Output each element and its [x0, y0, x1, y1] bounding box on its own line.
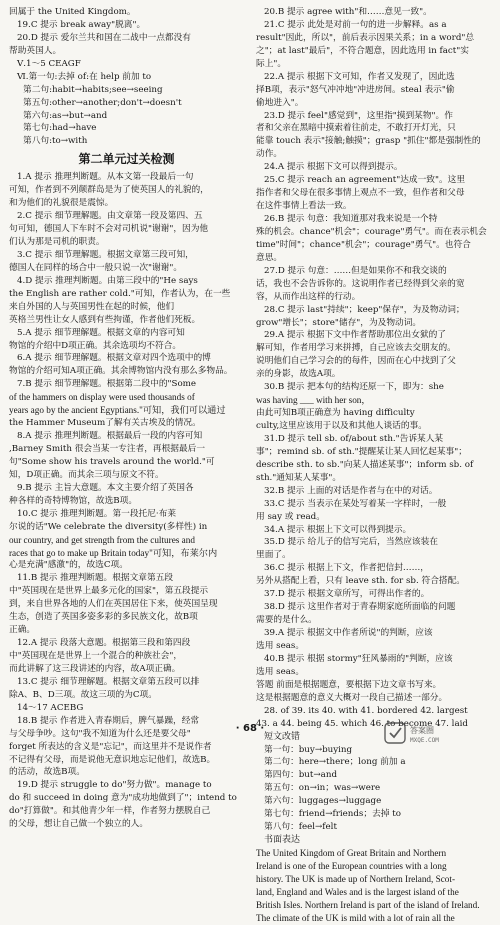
text-line: 第四句：but→and — [264, 770, 338, 781]
text-line: years ago by the ancient Egyptians."可知，我们可以通过 — [9, 405, 226, 416]
text-line: the Hammer Museum了解有关古埃及的情况。 — [9, 418, 201, 429]
text-line: 第八句：feel→felt — [264, 822, 337, 833]
text-line: 来自外国的人与英国男性在起的时候，他们 — [9, 301, 175, 312]
text-line: 13.C 提示 细节理解题。根据文章第五段可以排 — [17, 676, 200, 687]
text-line: 亲的身影，故选A项。 — [256, 369, 341, 380]
text-line: 第六句：luggages→luggage — [264, 796, 382, 807]
text-line: 18.B 提示 作者进入青春期后，脾气暴躁，经常 — [17, 715, 200, 726]
text-line: 不记得有父母，而是说他无意识地忘记他们，故选B。 — [9, 754, 216, 765]
text-line: 物馆的介绍可知A项正确。其余博物馆内没有那么多物品。 — [9, 366, 233, 377]
text-line: 第七句：friend→friends；去掉 to — [264, 809, 401, 820]
text-line: 29.A 提示 根据下文中作者帮助那位出女狱的了 — [264, 330, 446, 341]
text-line: culty,这里应该用于以及和其他人谈话的事。 — [256, 421, 427, 431]
watermark-logo-icon — [384, 720, 494, 746]
text-line: 26.B 提示 句意：我知道那对我来说是一个特 — [264, 214, 438, 224]
text-line: 27.D 提示 句意：……但是如果你不和我交谈的 — [264, 265, 447, 276]
text-line: 21.C 提示 此处是对前一句的进一步解释。as a — [264, 19, 447, 30]
text-line: 事"；remind sb. of sth."提醒某让某人回忆起某事"； — [256, 446, 467, 457]
text-line: 另外从搭配上看，只有 leave sth. for sb. 符合搭配。 — [256, 576, 465, 587]
text-line: 19.D 提示 struggle to do"努力做"。manage to — [17, 780, 212, 791]
text-line: time"时间"；chance"机会"；courage"勇气"。也符合 — [256, 239, 471, 250]
text-line: 34.A 提示 根据上下文可以得到提示。 — [264, 524, 412, 535]
text-line: 6.A 提示 细节理解题。根据文章对四个选项中的博 — [17, 353, 211, 364]
text-line: 话，我也不会告诉你的。这说明作者已经得到父亲的宽 — [256, 278, 465, 289]
text-line: grow"增长"；store"储存"，为及物动词。 — [256, 317, 422, 328]
text-line: 者和父亲在黑暗中摸索着往前走，不敢打开灯光，只 — [256, 123, 456, 134]
text-line: 中"英国现在是世界上一个混合的种族社会"， — [9, 651, 183, 661]
text-line: 20.B 提示 agree with"和……意见一致"。 — [264, 7, 432, 17]
text-line: 际上"。 — [256, 58, 287, 69]
text-line: 们认为那是司机的职责。 — [9, 237, 105, 247]
text-line: Ⅴ.1～5 CEAGF — [17, 58, 81, 69]
text-line: 33.C 提示 当表示在某处写着某一字样时，一般 — [264, 498, 447, 509]
text-line: 1.A 提示 推理判断题。从本文第一段最后一句 — [17, 172, 194, 183]
text-line: 可知，作者到不列颠群岛是为了使英国人的礼貌的， — [9, 185, 209, 196]
text-line: 38.D 提示 这里作者对于青春期家庭所面临的问题 — [264, 602, 456, 613]
text-line: ,Barney Smith 很会当某一专注者，再根据最后一 — [9, 444, 206, 454]
text-line: 解可知，作者用学习来拼搏，自己应该去交朋友的。 — [256, 343, 456, 354]
text-line: 这是根据题意的意义大概对一段自己描述一部分。 — [256, 692, 448, 703]
text-line: of the hammers on display were used thousands of — [9, 392, 195, 403]
text-line: 22.A 提示 根据下文可知，作者又发现了，因此选 — [264, 71, 455, 82]
text-line: races that go to make up Britain today"可知，布莱尔内 — [9, 547, 218, 558]
text-line: 句"Some show his travels around the world."可 — [9, 456, 215, 467]
text-line: 的活动，故选B项。 — [9, 767, 85, 778]
text-line: 9.B 提示 主旨大意题。本文主要介绍了英国各 — [17, 482, 194, 493]
text-line: sth."通知某人某事"。 — [256, 472, 342, 483]
text-line: 中"英国现在是世界上最多元化的国家"，第五段提示 — [9, 586, 209, 597]
text-line: 心是充满"感激"的，故选C项。 — [9, 560, 128, 571]
text-line: 德国人在同样的场合中一般只说一次"谢谢"。 — [9, 262, 183, 273]
text-line: the English are rather cold."可知，作者认为，在一些 — [9, 288, 231, 299]
page-number: · 68 · — [235, 723, 265, 734]
text-line: 句可知，德国人下车时不会对司机说"谢谢"，因为他 — [9, 224, 209, 235]
text-line: 择B项，表示"怒气冲冲地"冲进房间。steal 表示"偷 — [256, 84, 455, 95]
text-line: 28.C 提示 last"持续"；keep"保存"，为及物动词； — [264, 304, 465, 315]
text-line: 由此可知B项正确意为 having difficulty — [256, 408, 415, 419]
text-line: land, England and Wales and is the largest island of the — [256, 886, 459, 897]
text-line: 和为他们的礼貌很是震惊。 — [9, 198, 114, 209]
watermark-text: 答案圈 — [410, 726, 434, 735]
text-line: 生态，创造了英国多姿多彩的多民族文化，故B项 — [9, 612, 198, 623]
text-line: Ireland is one of the European countries with a long — [256, 861, 447, 871]
text-line: do 和 succeed in doing 意为"成功地做到了"；intend to — [9, 793, 237, 804]
text-line: 36.C 提示 根据上下文，作者把信封……， — [264, 563, 429, 574]
text-line: history. The UK is made up of Northern Ireland, Scot- — [256, 873, 456, 884]
text-line: 30.B 提示 把本句的结构还原一下，即为：she — [264, 382, 444, 393]
text-line: 第八句:to→with — [23, 136, 88, 147]
text-line: 意思。 — [256, 252, 283, 263]
text-line: 与父母争吵。这句"我不知道为什么还是要父母" — [9, 728, 191, 739]
text-line: do"打算做"。和其他青少年一样，作者努力摆脱自己 — [9, 806, 211, 817]
text-line: 需要的是什么。 — [256, 615, 317, 626]
text-line: 第七句:had→have — [23, 123, 97, 134]
text-line: 14～17 ACEBG — [17, 702, 84, 713]
text-line: 25.C 提示 reach an agreement"达成一致"。这里 — [264, 175, 466, 186]
text-line: forget 所表达的含义是"忘记"，而这里并不是说作者 — [9, 741, 212, 752]
text-line: 指作者和父母在很多事情上观点不一致，但作者和父母 — [256, 188, 465, 199]
text-line: 说明他们自己学习会的的每件，因而在心中找到了父 — [256, 356, 456, 367]
section-title: 第二单元过关检测 — [78, 152, 175, 167]
text-line: 容，从而作出这样的行动。 — [256, 291, 361, 302]
text-line: 除A、B、D三项。故这三项的为C项。 — [9, 689, 157, 700]
right-column — [256, 6, 492, 925]
text-line: 第五句:other→another;don't→doesn't — [23, 97, 182, 108]
text-line: 回属于 the United Kingdom。 — [9, 7, 136, 17]
text-line: British Isles. Northern Ireland is part of the island of Ireland. — [256, 899, 480, 910]
text-line: The climate of the UK is mild with a lot of rain all the — [256, 912, 455, 923]
text-line: 第六句:as→but→and — [23, 110, 108, 121]
section-heading: 短文改错 — [264, 731, 301, 742]
text-line: 43. a 44. being 45. which 46. to become 47. laid — [256, 718, 468, 729]
text-line: 5.A 提示 细节理解题。根据文章的内容可知 — [17, 327, 185, 338]
text-line: result"因此，所以"，前后表示因果关系；in a word"总 — [256, 32, 475, 43]
text-line: 而此讲解了这三段讲述的内容，故A项正确。 — [9, 663, 181, 674]
text-line: 之"；at last"最后"，不符合题意，因此选用 in fact"实 — [256, 45, 469, 56]
text-line: 答题 前面是根据题意，要根据下边文章书写来。 — [256, 679, 442, 690]
text-line: 动作。 — [256, 149, 283, 160]
text-line: 在这件事情上看法一致。 — [256, 201, 352, 212]
text-line: 12.A 提示 段落大意题。根据第三段和第四段 — [17, 638, 191, 649]
section-heading: 书面表达 — [264, 835, 301, 846]
text-line: 英格兰男性让女人感到有些拘谨，作者他们死板。 — [9, 314, 201, 325]
text-line: 32.B 提示 上面的对话是作者与在中的对话。 — [264, 485, 438, 496]
watermark-url: MXQE.COM — [410, 737, 439, 744]
text-line: was having ___ with her son， — [256, 395, 371, 406]
text-line: Ⅵ.第一句:去掉 of:在 help 前加 to — [17, 71, 152, 82]
text-line: 到，来自世界各地的人们在英国居住下来，使英国呈现 — [9, 599, 218, 610]
text-line: 4.D 提示 推理判断题。由第三段中的"He says — [17, 275, 198, 286]
text-line: 种各样的奇特博物馆，故选B项。 — [9, 495, 138, 506]
text-line: 第一句：buy→buying — [264, 744, 353, 755]
text-line: 7.B 提示 细节理解题。根据第二段中的"Some — [17, 379, 197, 390]
text-line: 19.C 提示 break away"脱离"。 — [17, 19, 146, 30]
text-line: 选用 seas。 — [256, 666, 305, 677]
left-column — [9, 6, 244, 831]
text-line: 帮助英国人。 — [9, 45, 62, 56]
text-line: 殊的机会。chance"机会"；courage"勇气"。而在表示机会 — [256, 226, 487, 237]
text-line: 20.D 提示 爱尔兰共和国在二战中一点都没有 — [17, 32, 191, 43]
text-line: 10.C 提示 推理判断题。第一段托尼·布莱 — [17, 508, 177, 519]
text-line: 里面了。 — [256, 550, 291, 561]
text-line: 28. of 39. its 40. with 41. bordered 42. largest — [264, 705, 468, 716]
text-line: 8.A 提示 推理判断题。根据最后一段的内容可知 — [17, 431, 203, 442]
text-line: 第二句:habit→habits;see→seeing — [23, 84, 163, 95]
text-line: 24.A 提示 根据下文可以得到提示。 — [264, 162, 403, 173]
text-line: 知，D项正确。而其余三项与原文不符。 — [9, 469, 164, 480]
text-line: 35.D 提示 给儿子的信写完后，当然应该装在 — [264, 537, 438, 548]
text-line: 的父母，想让自己做一个独立的人。 — [9, 819, 148, 830]
text-line: our country, and get strength from the cultures and — [9, 534, 195, 545]
text-line: 40.B 提示 根据 stormy"狂风暴雨的"判断，应该 — [264, 653, 453, 664]
text-line: 3.C 提示 细节理解题。根据文章第三段可知， — [17, 249, 194, 260]
text-line: 选用 seas。 — [256, 640, 305, 651]
text-line: 尔说的话"We celebrate the diversity(多样性) in — [9, 521, 208, 532]
text-line: 用 say 或 read。 — [256, 511, 325, 522]
text-line: 物馆的介绍中D项正确。其余选项均不符合。 — [9, 340, 182, 351]
text-line: The United Kingdom of Great Britain and Northern — [256, 848, 447, 859]
text-line: 23.D 提示 feel"感觉到"，这里指"摸到某物"。作 — [264, 110, 453, 121]
text-line: describe sth. to sb."向某人描述某事"；inform sb. of — [256, 459, 474, 470]
text-line: 37.D 提示 根据文章所写，可得出作者的。 — [264, 589, 430, 600]
text-line: 39.A 提示 根据文中作者所说"的判断，应该 — [264, 628, 433, 638]
text-line: 偷地进入"。 — [256, 97, 304, 108]
text-line: 第二句：here→there；long 前加 a — [264, 757, 406, 768]
text-line: 31.D 提示 tell sb. of/about sth."告诉某人某 — [264, 433, 444, 444]
text-line: 正确。 — [9, 625, 36, 636]
text-line: 能靠 touch 表示"接触;触摸"；grasp "抓住"都是强制性的 — [256, 136, 481, 147]
text-line: 第五句：on→in；was→were — [264, 783, 381, 794]
text-line: 11.B 提示 推理判断题。根据文章第五段 — [17, 573, 174, 584]
text-line: 2.C 提示 细节理解题。由文章第一段及第四、五 — [17, 211, 203, 222]
